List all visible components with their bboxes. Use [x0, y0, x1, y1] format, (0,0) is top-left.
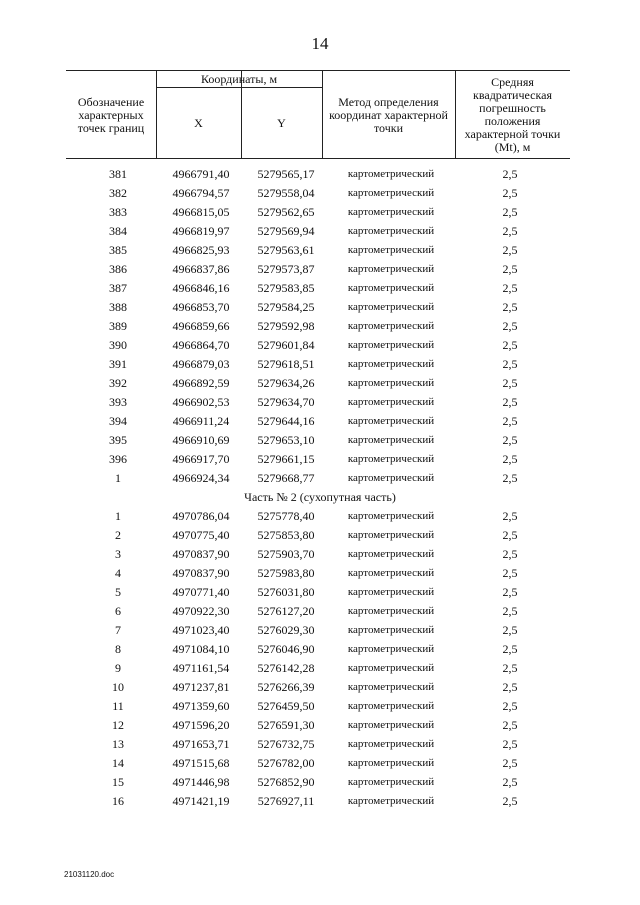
method: картометрический	[347, 605, 435, 617]
error: 2,5	[502, 585, 518, 599]
coord-x: 4966859,66	[172, 319, 230, 333]
point-id: 11	[112, 699, 124, 713]
table-row	[0, 374, 640, 393]
point-id: 5	[115, 585, 121, 599]
coord-x: 4970771,40	[172, 585, 230, 599]
coord-y: 5279634,26	[257, 376, 315, 390]
error: 2,5	[502, 623, 518, 637]
table-row	[0, 241, 640, 260]
method: картометрический	[347, 396, 435, 408]
method: картометрический	[347, 206, 435, 218]
error: 2,5	[502, 737, 518, 751]
coord-x: 4966837,86	[172, 262, 230, 276]
coord-y: 5276852,90	[257, 775, 315, 789]
point-id: 4	[115, 566, 121, 580]
table-row	[0, 773, 640, 792]
method: картометрический	[347, 434, 435, 446]
table-row	[0, 716, 640, 735]
error: 2,5	[502, 528, 518, 542]
error: 2,5	[502, 357, 518, 371]
error: 2,5	[502, 281, 518, 295]
point-id: 14	[112, 756, 124, 770]
page-number: 14	[311, 34, 329, 53]
table-row	[0, 355, 640, 374]
method: картометрический	[347, 719, 435, 731]
coord-x: 4971653,71	[172, 737, 230, 751]
coord-y: 5279661,15	[257, 452, 315, 466]
coord-y: 5279618,51	[257, 357, 315, 371]
table-row	[0, 526, 640, 545]
method: картометрический	[347, 776, 435, 788]
coord-y: 5276459,50	[257, 699, 315, 713]
coord-x: 4966819,97	[172, 224, 230, 238]
point-id: 1	[115, 509, 121, 523]
header-point-column: Обозначение характерных точек границ	[77, 94, 145, 135]
coord-x: 4971237,81	[172, 680, 230, 694]
point-id: 13	[112, 737, 124, 751]
coord-x: 4966864,70	[172, 338, 230, 352]
method: картометрический	[347, 453, 435, 465]
coord-x: 4966910,69	[172, 433, 230, 447]
coord-x: 4971446,98	[172, 775, 230, 789]
error: 2,5	[502, 300, 518, 314]
table-row	[0, 602, 640, 621]
table-row	[0, 165, 640, 184]
table-row	[0, 564, 640, 583]
coord-y: 5276029,30	[257, 623, 315, 637]
coord-y: 5279592,98	[257, 319, 315, 333]
coord-x: 4971161,54	[172, 661, 230, 675]
table-row	[0, 659, 640, 678]
method: картометрический	[347, 529, 435, 541]
coord-x: 4970786,04	[172, 509, 230, 523]
table-row	[0, 469, 640, 488]
header-y: Y	[277, 115, 286, 130]
method: картометрический	[347, 225, 435, 237]
coord-y: 5279562,65	[257, 205, 315, 219]
error: 2,5	[502, 604, 518, 618]
coord-x: 4966815,05	[172, 205, 230, 219]
table-row	[0, 298, 640, 317]
point-id: 391	[109, 357, 127, 371]
method: картометрический	[347, 320, 435, 332]
table-row	[0, 697, 640, 716]
point-id: 390	[109, 338, 127, 352]
coord-y: 5276266,39	[257, 680, 315, 694]
error: 2,5	[502, 262, 518, 276]
point-id: 8	[115, 642, 121, 656]
error: 2,5	[502, 376, 518, 390]
point-id: 385	[109, 243, 127, 257]
table-row	[0, 735, 640, 754]
error: 2,5	[502, 661, 518, 675]
coord-x: 4966911,24	[172, 414, 230, 428]
error: 2,5	[502, 699, 518, 713]
error: 2,5	[502, 547, 518, 561]
method: картометрический	[347, 548, 435, 560]
error: 2,5	[502, 395, 518, 409]
error: 2,5	[502, 243, 518, 257]
table-row	[0, 678, 640, 697]
point-id: 382	[109, 186, 127, 200]
error: 2,5	[502, 319, 518, 333]
table-row	[0, 754, 640, 773]
table-row	[0, 583, 640, 602]
coord-x: 4971084,10	[172, 642, 230, 656]
point-id: 392	[109, 376, 127, 390]
point-id: 1	[115, 471, 121, 485]
footer-filename: 21031120.doc	[64, 870, 115, 879]
error: 2,5	[502, 794, 518, 808]
table-body	[0, 165, 640, 811]
coord-y: 5276127,20	[257, 604, 315, 618]
error: 2,5	[502, 338, 518, 352]
coord-y: 5275903,70	[257, 547, 315, 561]
method: картометрический	[347, 377, 435, 389]
header-coordinates: Координаты, м	[200, 71, 278, 86]
coord-y: 5276142,28	[257, 661, 315, 675]
method: картометрический	[347, 586, 435, 598]
coord-x: 4966853,70	[172, 300, 230, 314]
point-id: 9	[115, 661, 121, 675]
error: 2,5	[502, 509, 518, 523]
coord-y: 5276046,90	[257, 642, 315, 656]
table-row	[0, 450, 640, 469]
method: картометрический	[347, 244, 435, 256]
coord-y: 5279558,04	[257, 186, 315, 200]
error: 2,5	[502, 433, 518, 447]
method: картометрический	[347, 472, 435, 484]
table-row	[0, 545, 640, 564]
point-id: 386	[109, 262, 127, 276]
point-id: 389	[109, 319, 127, 333]
error: 2,5	[502, 224, 518, 238]
table-row	[0, 317, 640, 336]
error: 2,5	[502, 471, 518, 485]
coord-x: 4966846,16	[172, 281, 230, 295]
point-id: 381	[109, 167, 127, 181]
method: картометрический	[347, 795, 435, 807]
coord-y: 5279565,17	[257, 167, 315, 181]
error: 2,5	[502, 186, 518, 200]
coord-y: 5279569,94	[257, 224, 315, 238]
coord-x: 4971421,19	[172, 794, 230, 808]
point-id: 387	[109, 281, 127, 295]
coord-y: 5276927,11	[257, 794, 315, 808]
error: 2,5	[502, 167, 518, 181]
point-id: 3	[115, 547, 121, 561]
header-error: Средняя квадратическая погрешность положения характерной точки (Mt), м	[464, 75, 561, 154]
method: картометрический	[347, 700, 435, 712]
section-title: Часть № 2 (сухопутная часть)	[244, 490, 396, 504]
point-id: 384	[109, 224, 127, 238]
method: картометрический	[347, 415, 435, 427]
coord-y: 5276782,00	[257, 756, 315, 770]
method: картометрический	[347, 263, 435, 275]
table-row	[0, 203, 640, 222]
method: картометрический	[347, 662, 435, 674]
coord-x: 4966892,59	[172, 376, 230, 390]
coord-y: 5276732,75	[257, 737, 315, 751]
table-row	[0, 621, 640, 640]
coord-y: 5275983,80	[257, 566, 315, 580]
coord-x: 4970775,40	[172, 528, 230, 542]
coord-x: 4966825,93	[172, 243, 230, 257]
method: картометрический	[347, 738, 435, 750]
point-id: 393	[109, 395, 127, 409]
coord-x: 4966917,70	[172, 452, 230, 466]
coord-y: 5275778,40	[257, 509, 315, 523]
coord-x: 4971023,40	[172, 623, 230, 637]
method: картометрический	[347, 567, 435, 579]
method: картометрический	[347, 187, 435, 199]
point-id: 15	[112, 775, 124, 789]
method: картометрический	[347, 168, 435, 180]
error: 2,5	[502, 205, 518, 219]
table-row	[0, 640, 640, 659]
error: 2,5	[502, 566, 518, 580]
error: 2,5	[502, 718, 518, 732]
header-method: Метод определения координат характерной точки	[329, 94, 448, 135]
error: 2,5	[502, 756, 518, 770]
method: картометрический	[347, 301, 435, 313]
coord-y: 5276031,80	[257, 585, 315, 599]
coord-y: 5279668,77	[257, 471, 315, 485]
point-id: 7	[115, 623, 121, 637]
coord-x: 4966924,34	[172, 471, 230, 485]
error: 2,5	[502, 414, 518, 428]
coord-x: 4971515,68	[172, 756, 230, 770]
method: картометрический	[347, 757, 435, 769]
point-id: 388	[109, 300, 127, 314]
coord-y: 5279653,10	[257, 433, 315, 447]
table-row	[0, 184, 640, 203]
coord-x: 4970837,90	[172, 566, 230, 580]
point-id: 6	[115, 604, 121, 618]
method: картометрический	[347, 624, 435, 636]
coord-y: 5279584,25	[257, 300, 315, 314]
table-row	[0, 222, 640, 241]
table-row	[0, 507, 640, 526]
point-id: 10	[112, 680, 124, 694]
point-id: 383	[109, 205, 127, 219]
point-id: 2	[115, 528, 121, 542]
coord-y: 5276591,30	[257, 718, 315, 732]
coord-y: 5279573,87	[257, 262, 315, 276]
coord-x: 4971359,60	[172, 699, 230, 713]
coord-x: 4966791,40	[172, 167, 230, 181]
coord-x: 4971596,20	[172, 718, 230, 732]
coord-y: 5279563,61	[257, 243, 315, 257]
error: 2,5	[502, 642, 518, 656]
coord-x: 4966879,03	[172, 357, 230, 371]
method: картометрический	[347, 681, 435, 693]
table-row	[0, 792, 640, 811]
table-header	[66, 70, 570, 159]
table-row	[0, 260, 640, 279]
table-row	[0, 431, 640, 450]
table-row	[0, 279, 640, 298]
method: картометрический	[347, 282, 435, 294]
method: картометрический	[347, 358, 435, 370]
coord-x: 4966902,53	[172, 395, 230, 409]
error: 2,5	[502, 680, 518, 694]
coord-x: 4970922,30	[172, 604, 230, 618]
coord-y: 5279634,70	[257, 395, 315, 409]
method: картометрический	[347, 339, 435, 351]
table-row	[0, 393, 640, 412]
method: картометрический	[347, 510, 435, 522]
point-id: 394	[109, 414, 127, 428]
point-id: 395	[109, 433, 127, 447]
coord-y: 5279583,85	[257, 281, 315, 295]
table-row	[0, 412, 640, 431]
error: 2,5	[502, 775, 518, 789]
point-id: 396	[109, 452, 127, 466]
header-x: X	[194, 115, 203, 130]
coord-x: 4966794,57	[172, 186, 230, 200]
point-id: 12	[112, 718, 124, 732]
coord-y: 5279601,84	[257, 338, 315, 352]
coord-x: 4970837,90	[172, 547, 230, 561]
coord-y: 5279644,16	[257, 414, 315, 428]
coord-y: 5275853,80	[257, 528, 315, 542]
table-row	[0, 336, 640, 355]
method: картометрический	[347, 643, 435, 655]
point-id: 16	[112, 794, 124, 808]
error: 2,5	[502, 452, 518, 466]
